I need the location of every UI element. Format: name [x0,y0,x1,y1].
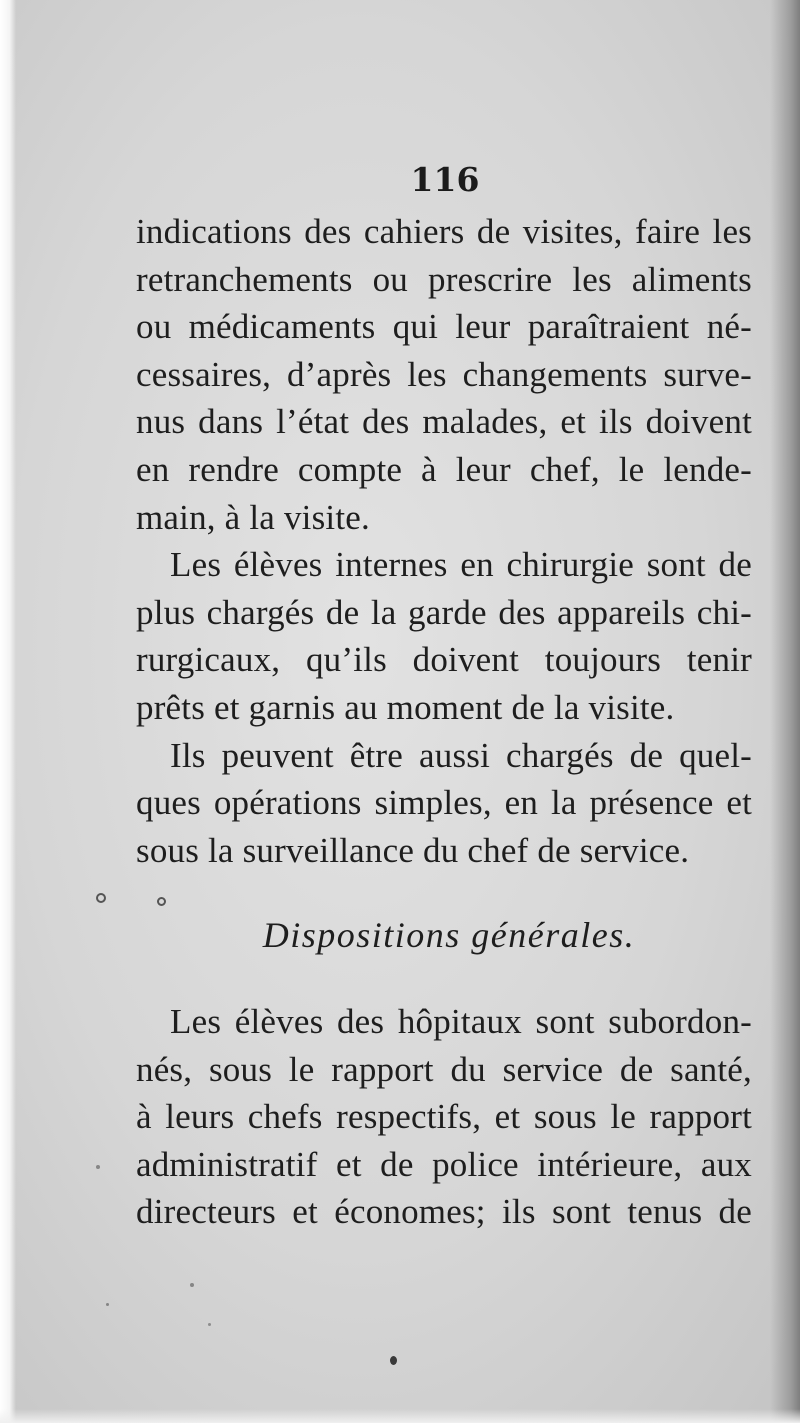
ink-speck [106,1303,109,1306]
text-line: à leurs chefs respectifs, et sous le rapport [136,1097,752,1137]
text-line: Les élèves des hôpitaux sont subordon- [170,1001,752,1041]
ink-speck [390,1356,397,1365]
page-number: 116 [410,160,480,199]
paragraph-2 [136,541,752,731]
text-line: ou médicaments qui leur paraîtraient né- [136,307,752,347]
body-text [136,208,752,1236]
ink-speck [190,1283,194,1287]
text-line: directeurs et économes; ils sont tenus de [136,1192,752,1232]
text-line: en rendre compte à leur chef, le lende- [136,449,752,489]
page-left-edge [0,0,16,1423]
paragraph-1 [136,208,752,541]
text-line: retranchements ou prescrire les aliments [136,259,752,299]
text-line: prêts et garnis au moment de la visite. [136,687,675,727]
text-line: nés, sous le rapport du service de santé, [136,1049,752,1089]
paragraph-4 [136,998,752,1236]
text-line: cessaires, d’après les changements surve- [136,354,752,394]
ink-speck [208,1323,211,1326]
page-right-shadow [770,0,800,1423]
ink-speck [96,1165,100,1169]
text-line: Les élèves internes en chirurgie sont de [170,545,752,585]
page-bottom-edge [0,1409,800,1423]
text-line: rurgicaux, qu’ils doivent toujours tenir [136,640,752,680]
text-line: indications des cahiers de visites, faire les [136,212,752,251]
text-line: main, à la visite. [136,497,370,537]
text-line: nus dans l’état des malades, et ils doivent [136,402,752,442]
paragraph-3 [136,732,752,875]
text-line: sous la surveillance du chef de service. [136,830,690,870]
text-line: ques opérations simples, en la présence et [136,783,752,823]
text-line: Ils peuvent être aussi chargés de quel- [170,735,752,775]
text-line: administratif et de police intérieure, aux [136,1144,752,1184]
text-line: plus chargés de la garde des appareils chi- [136,592,752,632]
foxing-mark [96,893,106,903]
section-heading: Dispositions générales. [262,915,636,956]
